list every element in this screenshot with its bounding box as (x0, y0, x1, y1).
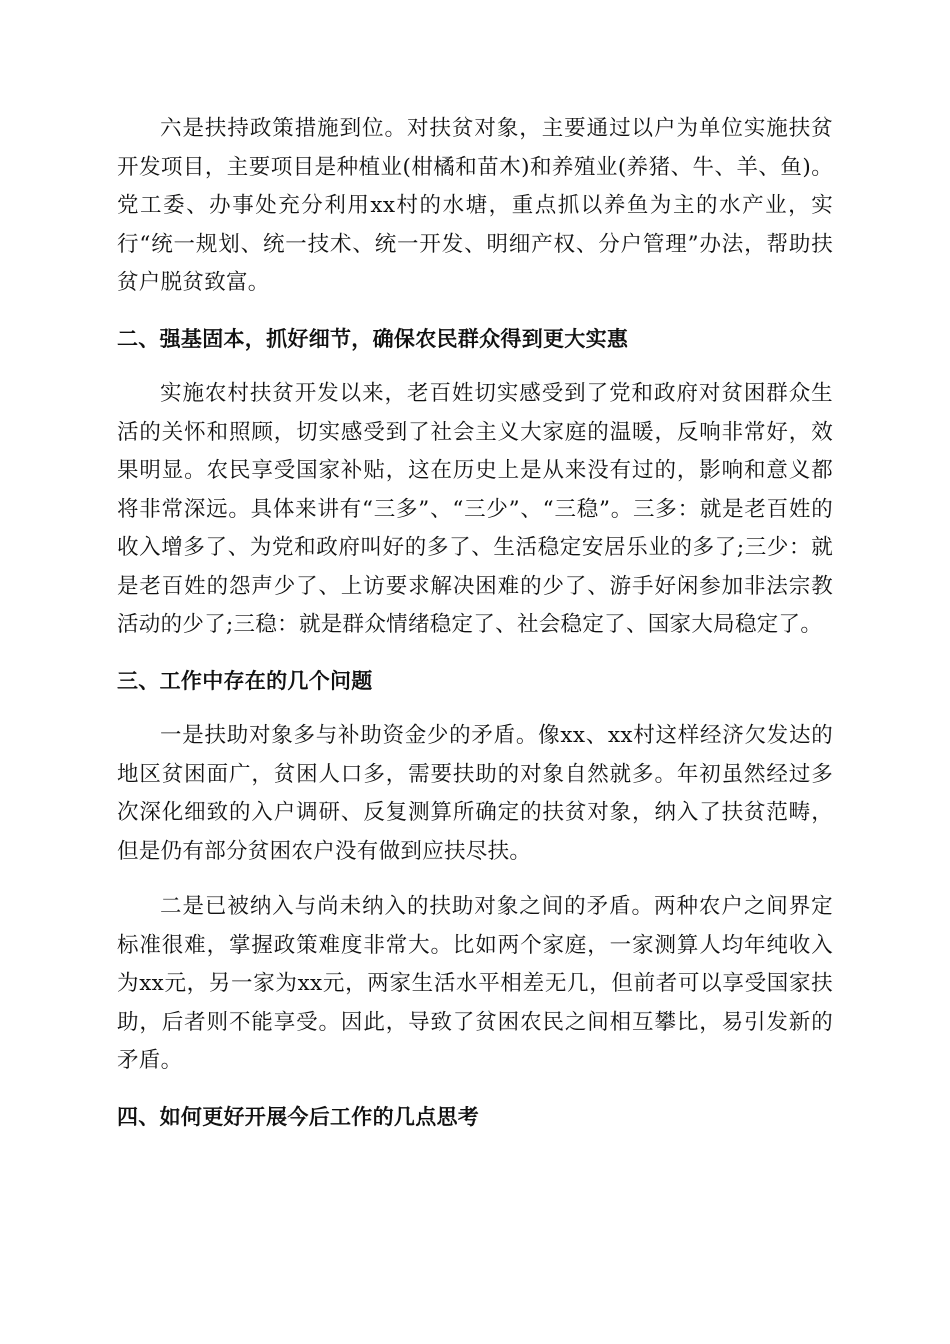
spacer (117, 303, 833, 320)
spacer (117, 871, 833, 888)
spacer (117, 1081, 833, 1098)
section-heading-2: 二、强基固本，抓好细节，确保农民群众得到更大实惠 (117, 326, 629, 351)
paragraph-problem-2: 二是已被纳入与尚未纳入的扶助对象之间的矛盾。两种农户之间界定标准很难，掌握政策难度非常大。比如两个家庭，一家测算人均年纯收入为xx元，另一家为xx元，两家生活水平相差无几，但前者可以享受国家扶助，后者则不能享受。因此，导致了贫困农民之间相互攀比，易引发新的矛盾。 (117, 894, 833, 1073)
section-heading-3: 三、工作中存在的几个问题 (117, 668, 373, 693)
spacer (117, 700, 833, 717)
paragraph-benefits: 实施农村扶贫开发以来，老百姓切实感受到了党和政府对贫困群众生活的关怀和照顾，切实感受到了社会主义大家庭的温暖，反响非常好，效果明显。农民享受国家补贴，这在历史上是从来没有过的，影响和意义都将非常深远。具体来讲有“三多”、“三少”、“三稳”。三多：就是老百姓的收入增多了、为党和政府叫好的多了、生活稳定安居乐业的多了;三少：就是老百姓的怨声少了、上访要求解决困难的少了、游手好闲参加非法宗教活动的少了;三稳：就是群众情绪稳定了、社会稳定了、国家大局稳定了。 (117, 381, 833, 637)
section-heading-4: 四、如何更好开展今后工作的几点思考 (117, 1104, 480, 1129)
paragraph-policy-measures: 六是扶持政策措施到位。对扶贫对象，主要通过以户为单位实施扶贫开发项目，主要项目是种植业(柑橘和苗木)和养殖业(养猪、牛、羊、鱼)。党工委、办事处充分利用xx村的水塘，重点抓以养鱼为主的水产业，实行“统一规划、统一技术、统一开发、明细产权、分户管理”办法，帮助扶贫户脱贫致富。 (117, 116, 833, 295)
paragraph-problem-1: 一是扶助对象多与补助资金少的矛盾。像xx、xx村这样经济欠发达的地区贫困面广，贫困人口多，需要扶助的对象自然就多。年初虽然经过多次深化细致的入户调研、反复测算所确定的扶贫对象，纳入了扶贫范畴，但是仍有部分贫困农户没有做到应扶尽扶。 (117, 723, 833, 864)
document-body (117, 110, 833, 1136)
spacer (117, 358, 833, 375)
spacer (117, 645, 833, 662)
